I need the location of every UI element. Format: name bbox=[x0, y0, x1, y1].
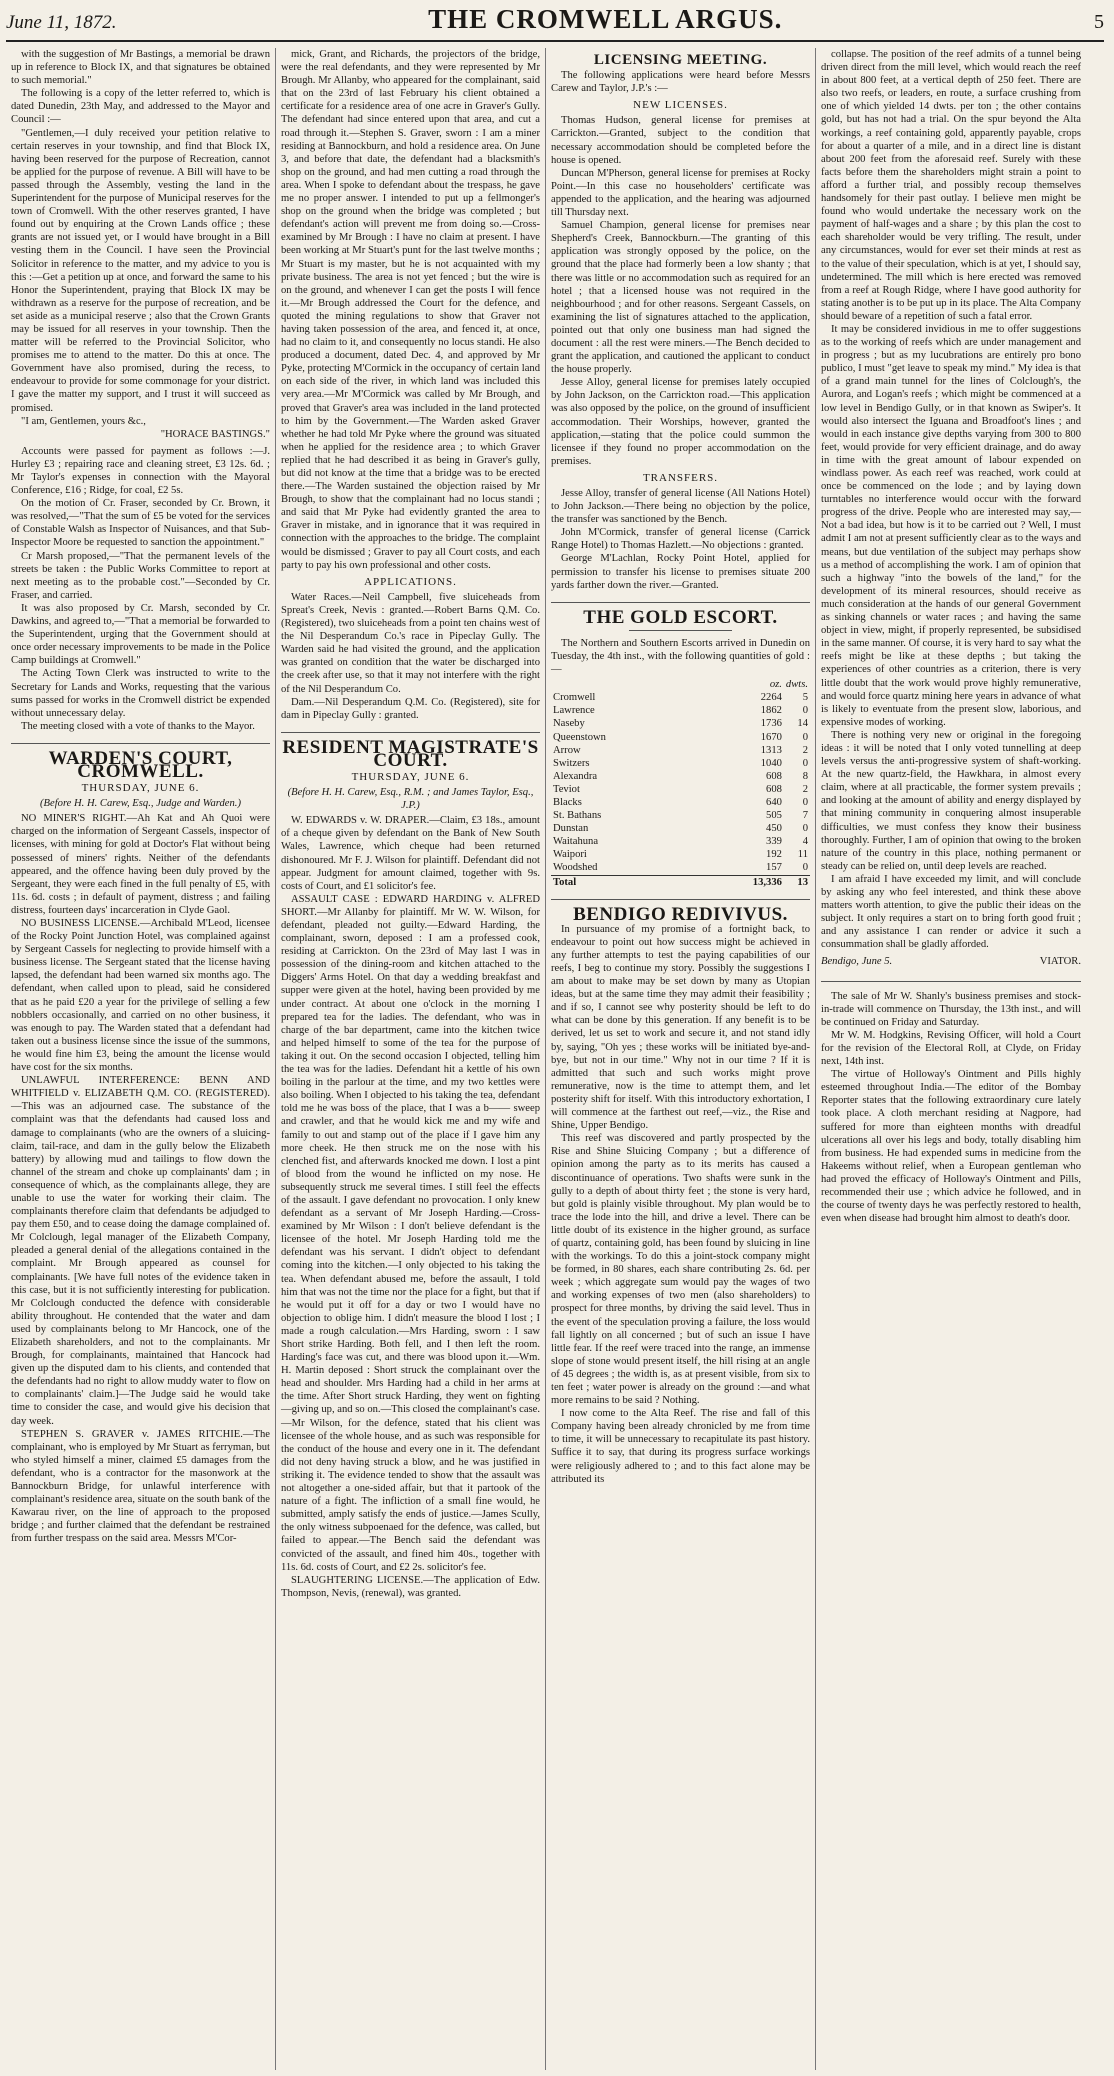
paragraph: Jesse Alloy, transfer of general license (All Nations Hotel) to John Jackson.—There being no objection by the police, the transfer was sanctioned by the Bench. bbox=[551, 488, 810, 526]
escort-place: Woodshed bbox=[553, 862, 598, 874]
escort-place: Blacks bbox=[553, 796, 582, 808]
escort-oz: 450 bbox=[766, 823, 782, 835]
issue-date: June 11, 1872. bbox=[6, 12, 117, 33]
escort-oz: 1736 bbox=[760, 718, 782, 730]
escort-row bbox=[551, 835, 810, 848]
escort-dwts: 4 bbox=[802, 836, 808, 848]
escort-oz: 1040 bbox=[760, 757, 782, 769]
paragraph: This reef was discovered and partly prospected by the Rise and Shine Sluicing Company ; but a difference of opinion among the party as to its merits has caused a discontinuance of operations. Two shafts were sunk in the gully to a depth of about thirty feet ; the stone is very hard, but gold is plainly visible throughout. My plan would be to trace the lode into the hill, and drive a level. There can be little doubt of its existence in the higher ground, as surface of quartz, containing gold, has been found by sluicing in line with the workings. To do this a joint-stock company might be formed, in 80 shares, each share contributing 2s. 6d. per week ; which aggregate sum would pay the wages of two and working expenses of two men (also shareholders) to prospect for three months, by driving the said level. Thus in the event of the speculation proving a failure, the loss would fall lightly on all concerned ; but of such an issue I have little fear. If the reef were traced into the range, an immense slope of stone would present itself, the hill rising at an angle of 45 degrees ; the width is, as at present visible, from six to ten feet ; water power is already on the ground :—and what more remains to be said ? Nothing. bbox=[551, 1133, 810, 1407]
escort-row bbox=[551, 796, 810, 809]
escort-place: Waitahuna bbox=[553, 836, 599, 848]
signoff-line bbox=[821, 955, 1081, 968]
gold-escort-intro: The Northern and Southern Escorts arrived in Dunedin on Tuesday, the 4th inst., with the following quantities of gold :— bbox=[551, 637, 810, 676]
paragraph: The Acting Town Clerk was instructed to write to the Secretary for Lands and Works, requesting that the various sums passed for works in the Cromwell district be expended without unnecessary delay. bbox=[11, 668, 270, 719]
applications-list bbox=[281, 591, 540, 722]
escort-oz: 1862 bbox=[760, 705, 782, 717]
paragraph: The sale of Mr W. Shanly's business premises and stock-in-trade will commence on Thursday, the 13th inst., and will be continued on Friday and Saturday. bbox=[821, 990, 1081, 1028]
escort-dwts: 0 bbox=[802, 796, 808, 808]
paragraph: UNLAWFUL INTERFERENCE: BENN AND WHITFIELD v. ELIZABETH Q.M. CO. (REGISTERED).—This was an adjourned case. The substance of the complaint was that the defendants had caused loss and damage to complainants (who are the owners of a sluicing-claim, tail-race, and dam in the gully below the Elizabeth battery) by allowing mud and tailings to flow down the channel of the stream and choke up complainants' dam ; in consequence of which, as the complainants allege, they are unable to use the water for working their claim. The complainants therefore claim that defendants be adjudged to pay them £50, and to cease doing the damage complained of. Mr Colclough, legal manager of the Elizabeth Company, pleaded a general denial of the allegations contained in the complaint. Mr Brough appeared as counsel for complainants. [We have full notes of the evidence taken in this case, but it is not sufficiently interesting for publication. Mr Colclough conducted the defence with considerable ability throughout. He contended that the water and dam used by complainants belong to Mr Hancock, one of the Elizabeth shareholders, and not to the complainants. Mr Brough, for complainants, maintained that Hancock had given up the disputed dam to his clients, and contended that the defendants had no right to allow muddy water to flow on to complainants' claim.]—The Judge said he would take time to consider the case, and would give his decision that day week. bbox=[11, 1075, 270, 1427]
licensing-intro: The following applications were heard before Messrs Carew and Taylor, J.P.'s :— bbox=[551, 70, 810, 95]
paragraph: mick, Grant, and Richards, the projectors of the bridge, were the real defendants, and they were represented by Mr Brough. Mr Allanby, who appeared for the complainant, said that on the 23rd of last February his client obtained a certificate for a residence area of one acre in Graver's Gully. The defendant had since entered upon that area, and cut a road through it.—Stephen S. Graver, sworn : I am a miner residing at Bannockburn, and hold a residence area. On June 3, and before that date, the defendant had a blacksmith's shop on the ground, and had men cutting a road through the area. When I spoke to defendant about the trespass, he gave me no proper answer. I intended to put up a fellmonger's shop on the ground when the bridge was completed ; but defendant's action will prevent me from doing so.—Cross-examined by Mr Brough : I have no claim at present. I have been working at Mr Stuart's punt for the last twelve months ; Mr Stuart is my master, but he is not acquainted with my private business. The area is not yet fenced ; but the wire is on the ground, and whenever I can get the posts I will fence it.—Mr Brough addressed the Court for the defence, and quoted the mining regulations to show that Graver not having taken possession of the area, and fenced it, at once, had no claim to it, and consequently no locus standi. He also produced a document, dated Dec. 4, and approved by Mr Pyke, protecting M'Cormick in the occupancy of certain land on each side of the river, in which land was included this very area.—Mr M'Cormick was called by Mr Brough, and proved that Graver's area was included in the land protected to him by the Government.—The Warden asked Graver whether he had told Mr Pyke where the ground was situated when he applied for the residence area ; to which Graver replied that he had described it as being in Graver's gully, but did not know at the time that a bridge was to be erected there.—The Warden sustained the objection raised by Mr Brough, to show that the complainant had no locus standi ; and said that Mr Pyke had evidently granted the area to Graver in mistake, and in ignorance that it was required in connection with the approaches to the bridge. The complaint would be dismissed ; Graver to pay all Court costs, and each party to pay his own professional and other costs. bbox=[281, 49, 540, 571]
paragraph: Samuel Champion, general license for premises near Shepherd's Creek, Bannockburn.—The granting of this application was strongly opposed by the police, on the ground that the place had formerly been a low shanty ; that there was little or no accommodation such as required for an hotel ; that a licensed house was not required in the neighbourhood ; and for other reasons. Sergeant Cassels, on examining the list of signatures attached to the application, pointed out that only one business man had signed the document : all the rest were miners.—The Bench decided to grant the application, and cautioned the applicant to conduct the house properly. bbox=[551, 220, 810, 376]
rm-court-date: THURSDAY, JUNE 6. bbox=[351, 770, 470, 783]
paragraph: On the motion of Cr. Fraser, seconded by Cr. Brown, it was resolved,—"That the sum of £5 be voted for the services of Constable Walsh as Inspector of Nuisances, and that Sub-Inspector Moore be requested to sanction the appointment." bbox=[11, 498, 270, 549]
escort-dwts: 8 bbox=[802, 770, 808, 782]
escort-dwts: 2 bbox=[802, 783, 808, 795]
paragraph: W. EDWARDS v. W. DRAPER.—Claim, £3 18s., amount of a cheque given by defendant on the Bank of New South Wales, Lawrence, which cheque had been returned dishonoured. Mr F. J. Wilson for plaintiff. Defendant did not appear. Judgment for amount claimed, together with 9s. costs of Court, and £1 solicitor's fee. bbox=[281, 815, 540, 892]
graver-case-continued bbox=[281, 48, 540, 572]
escort-oz: 192 bbox=[766, 849, 782, 861]
escort-place: St. Bathans bbox=[553, 810, 602, 822]
masthead bbox=[6, 4, 1104, 42]
divider bbox=[821, 981, 1081, 982]
council-letter bbox=[11, 48, 270, 428]
escort-row bbox=[551, 731, 810, 744]
escort-oz: 1313 bbox=[760, 744, 782, 756]
resident-magistrates-court-heading: RESIDENT MAGISTRATE'S COURT. bbox=[281, 732, 540, 767]
escort-oz: 608 bbox=[766, 770, 782, 782]
unit-oz: oz. bbox=[769, 679, 782, 691]
wardens-court-bench: (Before H. H. Carew, Esq., Judge and Warden.) bbox=[40, 798, 241, 810]
rm-court-cases bbox=[281, 814, 540, 1600]
council-minutes bbox=[11, 445, 270, 733]
paragraph: In pursuance of my promise of a fortnight back, to endeavour to point out how success might be achieved in any further attempts to test the paying capabilities of our reefs, I beg to continue my story. Possibly the suggestions I am about to make may be set down by many as Utopian ideas, but at the same time they may admit their feasibility ; and if so, I cannot see why posterity should be left to do what can be done by this generation. If any benefit is to be derived, let us set to work and secure it, and not stand idly by, saying, "Oh yes ; these works will be initiated bye-and-bye, but not in our time." Why not in our time ? If it is admitted that such and such works might prove remunerative, now is the time to attempt them, and let posterity shift for itself. With this introductory exhortation, I will commence at the farthest out reef,—viz., the Rise and Shine, Upper Bendigo. bbox=[551, 923, 810, 1132]
escort-place: Arrow bbox=[553, 744, 581, 756]
paragraph: John M'Cormick, transfer of general license (Carrick Range Hotel) to Thomas Hazlett.—No objections : granted. bbox=[551, 527, 810, 552]
escort-row bbox=[551, 717, 810, 730]
escort-place: Queenstown bbox=[553, 731, 606, 743]
escort-total-oz: 13,336 bbox=[730, 875, 784, 889]
escort-dwts: 0 bbox=[802, 731, 808, 743]
paragraph: George M'Lachlan, Rocky Point Hotel, applied for permission to transfer his license to premises situate 200 yards farther down the river.—Granted. bbox=[551, 553, 810, 591]
unit-dwts: dwts. bbox=[785, 679, 808, 691]
paragraph: The virtue of Holloway's Ointment and Pills highly esteemed throughout India.—The editor of the Bombay Reporter states that the following extraordinary cure lately took place. A cloth merchant residing at Nagpore, had suffered for more than eighteen months with dreadful ulcerations all over his legs and body, totally disabling him from business. He had expended sums in medicine from the Hakeems without relief, when a European gentleman who had proved the efficacy of Holloway's Ointment and Pills, recommended their use ; which advice he followed, and in the course of twenty days he was perfectly restored to health, even when disease had brought him almost to death's door. bbox=[821, 1069, 1081, 1225]
paragraph: Water Races.—Neil Campbell, five sluiceheads from Spreat's Creek, Nevis : granted.—Robert Barns Q.M. Co. (Registered), two sluiceheads from a point ten chains west of the Nil Desperandum Co.'s race in Pipeclay Gully. The Warden said he had visited the ground, and the application was granted on condition that the water be discharged into the creek after use, so that it may not interfere with the right of the Nil Desperandum Co. bbox=[281, 591, 540, 695]
escort-oz: 608 bbox=[766, 783, 782, 795]
signoff-name: VIATOR. bbox=[1039, 956, 1081, 968]
column-1 bbox=[6, 48, 276, 2070]
paragraph: Mr W. M. Hodgkins, Revising Officer, will hold a Court for the revision of the Electoral Roll, at Clyde, on Friday next, 14th inst. bbox=[821, 1029, 1081, 1068]
escort-place: Alexandra bbox=[553, 770, 598, 782]
escort-oz: 2264 bbox=[760, 692, 782, 704]
paragraph: Cr Marsh proposed,—"That the permanent levels of the streets be taken : the Public Works Committee to report at next meeting as to the probable cost."—Seconded by Cr. Fraser, and carried. bbox=[11, 550, 270, 601]
escort-place: Naseby bbox=[553, 718, 585, 730]
gold-escort-units-row bbox=[551, 678, 810, 691]
paragraph: The meeting closed with a vote of thanks to the Mayor. bbox=[21, 720, 255, 732]
escort-row bbox=[551, 691, 810, 704]
licensing-meeting-heading: LICENSING MEETING. bbox=[593, 52, 768, 68]
letter-signature: "HORACE BASTINGS." bbox=[160, 428, 270, 440]
wardens-court-cases bbox=[11, 812, 270, 1545]
escort-dwts: 5 bbox=[802, 692, 808, 704]
escort-dwts: 7 bbox=[802, 810, 808, 822]
bendigo-article bbox=[551, 923, 810, 1486]
escort-oz: 505 bbox=[766, 810, 782, 822]
paragraph: Accounts were passed for payment as follows :—J. Hurley £3 ; repairing race and cleaning street, £3 12s. 6d. ; Mr Taylor's expenses in connection with the Mayoral Conference, £16 ; Ridge, for coal, £2 5s. bbox=[11, 445, 270, 497]
bendigo-article-continued bbox=[821, 48, 1081, 951]
paragraph: collapse. The position of the reef admits of a tunnel being driven direct from the mill level, which would reach the reef in about 800 feet, at a vertical depth of 250 feet. There are also two reefs, or leaders, en route, a surface crushing from one of which yielded 14 dwts. per ton ; the other contains gold, but has not had a trial. On the spur beyond the Alta workings, a reef containing gold, apparently payable, crops for about a quarter of a mile, and in a direct line is distant about 200 feet from the aforesaid reef. Surely with these facts before them the shareholders might strain a point to afford a further trial, and possibly recoup themselves handsomely for their past outlay. I believe men might be found who would undertake the necessary work on the payment of half-wages and a share ; by this plan the cost to each shareholder would be very trifling. The result, under any circumstances, would for ever set their minds at rest as to the value of their speculation, which is at yet, I should say, undetermined. The mill which is here erected was removed from a reef at Rough Ridge, where I have good authority for stating another is to be put up in its place. The Alta Company should beware of a repetition of such a fatal error. bbox=[821, 49, 1081, 322]
paragraph: "I am, Gentlemen, yours &c., bbox=[21, 415, 146, 427]
escort-row bbox=[551, 809, 810, 822]
escort-place: Teviot bbox=[553, 783, 580, 795]
applications-heading: APPLICATIONS. bbox=[364, 575, 457, 588]
new-licenses-list bbox=[551, 114, 810, 468]
divider bbox=[629, 630, 733, 631]
escort-total-row bbox=[551, 875, 810, 889]
escort-dwts: 14 bbox=[797, 718, 808, 730]
paragraph: NO MINER'S RIGHT.—Ah Kat and Ah Quoi were charged on the information of Sergeant Cassels, inspector of licenses, with mining for gold at Doctor's Flat without being possessed of miners' rights. Neither of the defendants appeared, and the offence having been duly proved by the Sergeant, they were each fined in the full penalty of £5, with 11s. 6d. costs ; in default of payment, distress ; and failing distress, fourteen days' incarceration in Clyde Gaol. bbox=[11, 813, 270, 916]
paragraph: NO BUSINESS LICENSE.—Archibald M'Leod, licensee of the Rocky Point Junction Hotel, was complained against by Sergeant Cassels for neglecting to provide himself with a business license. The Sergeant stated that the license having lapsed, the defendant had been warned six months ago. The defendant, when called upon to plead, said he considered that as he paid £20 a year for the privilege of selling a few nobblers occasionally, and carried on no other business, it was enough to pay. The Warden stated that a defendant had taken out a business license since the issue of the summons, he would fine him £3, being the amount the license would have cost for the six months. bbox=[11, 918, 270, 1074]
escort-place: Waipori bbox=[553, 849, 587, 861]
escort-row bbox=[551, 770, 810, 783]
paragraph: Duncan M'Pherson, general license for premises at Rocky Point.—In this case no householders' certificate was appended to the application, and the hearing was adjourned till Thursday next. bbox=[551, 167, 810, 219]
column-2 bbox=[276, 48, 546, 2070]
paragraph: STEPHEN S. GRAVER v. JAMES RITCHIE.—The complainant, who is employed by Mr Stuart as ferryman, but who styled himself a miner, claimed £5 damages from the defendant, who is a contractor for the masonwork at the Bannockburn Bridge, for unlawful interference with complainant's residence area, situate on the south bank of the Kawarau river, on the line of approach to the proposed bridge ; and further claimed that the defendant be restrained from further trespass on the said area. Messrs M'Cor- bbox=[11, 1428, 271, 1545]
paragraph: SLAUGHTERING LICENSE.—The application of Edw. Thompson, Nevis, (renewal), was granted. bbox=[281, 1574, 540, 1599]
escort-dwts: 0 bbox=[802, 705, 808, 717]
rm-court-bench: (Before H. H. Carew, Esq., R.M. ; and James Taylor, Esq., J.P.) bbox=[287, 787, 534, 812]
transfers-heading: TRANSFERS. bbox=[642, 471, 719, 484]
escort-row bbox=[551, 848, 810, 861]
paragraph: Jesse Alloy, general license for premises lately occupied by John Jackson, on the Carrickton road.—This application was also opposed by the police, on the ground of insufficient accommodation. Their Worships, however, granted the application,—stating that the police could summon the licensee if they found no proper accommodation on the premises. bbox=[551, 377, 810, 467]
escort-place: Lawrence bbox=[553, 705, 595, 717]
transfers-list bbox=[551, 487, 810, 592]
escort-row bbox=[551, 757, 810, 770]
escort-place: Switzers bbox=[553, 757, 590, 769]
escort-dwts: 0 bbox=[802, 757, 808, 769]
page-number: 5 bbox=[1094, 11, 1104, 33]
paragraph: It may be considered invidious in me to offer suggestions as to the working of reefs which are under management and in progress ; but as my lucubrations are entirely pro bono publico, I must "get leave to speak my mind." My idea is that of a grand main tunnel for the lines of Colclough's, the Aurora, and Logan's reefs ; which might be commenced at a low level in Bendigo Gully, or in that known as Swiper's. It would also intersect the Iguana and Broadfoot's lines ; and would in each instance give depths varying from 300 to 800 feet, would provide for very efficient drainage, and do away in time with the great amount of labour expended on windlass power. As each reef was reached, work could at once be commenced on the lode ; and by laying down turntables no interference would occur with the forward progress of the drive. People who are interested may say,—Not a bad idea, but how is it to be carried out ? Well, I must admit I am not at present sufficiently clear as to the ways and means, but due ventilation of the subject may perhaps show us a method of accomplishing the work. I am of opinion that such a highway "into the bowels of the land," for the development of its mineral resources, should receive as much consideration at the hands of our general Government as sinking channels or water races ; and having the same object in view, might, if properly represented, be subsidised in the same manner. Of course, it is very hard to say what the reefs might be like at these depths ; but taking the experiences of other countries as a criterion, there is very little doubt that the work would prove highly remunerative, and would force quartz mining here years in advance of what is likely to eventuate from the present slow, laborious, and expensive modes of working. bbox=[821, 323, 1081, 728]
escort-row bbox=[551, 783, 810, 796]
escort-oz: 1670 bbox=[760, 731, 782, 743]
bendigo-redivivus-heading: BENDIGO REDIVIVUS. bbox=[551, 899, 810, 921]
paragraph: I am afraid I have exceeded my limit, and will conclude by asking any who feel interested, and think these above matters worth attention, to give the public their ideas on the subject. It only requires a start on to bring forth good fruit ; and any assistance I can render or advice it such a consummation shall be gladly afforded. bbox=[821, 873, 1081, 951]
newspaper-title: THE CROMWELL ARGUS. bbox=[428, 4, 783, 34]
escort-total-dwts: 13 bbox=[784, 875, 810, 889]
paragraph: I now come to the Alta Reef. The rise and fall of this Company having been already chronicled by me from time to time, it will be unnecessary to recapitulate its past history. Suffice it to say, that during its progress surface workings were religiously adhered to ; and to this fact alone may be attributed its bbox=[551, 1408, 810, 1485]
escort-place: Dunstan bbox=[553, 823, 589, 835]
paragraph: The following is a copy of the letter referred to, which is dated Dunedin, 23th May, and addressed to the Mayor and Council :— bbox=[11, 88, 270, 126]
new-licenses-heading: NEW LICENSES. bbox=[633, 99, 728, 112]
escort-dwts: 0 bbox=[802, 862, 808, 874]
wardens-court-date: THURSDAY, JUNE 6. bbox=[81, 782, 200, 795]
escort-dwts: 0 bbox=[802, 823, 808, 835]
paragraph: "Gentlemen,—I duly received your petition relative to certain reserves in your township, and find that Block IX, having been reserved for the purpose of Recreation, cannot be applied for the purpose of revenue. A Bill will have to be passed through the Assembly, vesting the land in the Superintendent for the purpose of Municipal reserves for the town of Cromwell. With the other reserves granted, I have found out by enquiring at the Crown Lands office ; these grants are not issued yet, or I would have brought in a Bill vesting them in the Council. I have seen the Provincial Solicitor in reference to the matter, and my advice to you is this :—Get a petition up at once, and forward the same to his Honor the Superintendent, praying that Block IX may be withdrawn as a reserve for the purpose of recreation, and be set aside as a municipal reserve ; also that the Crown Grants may be issued for all reserves in your township. Then the matter will be referred to the Provincial Solicitor, who promises me to attend to the matter. Do this at once. The Government have also promised, during the recess, to endeavour to provide for some commonage for your district. I gave the matter my support, and I trust it will succeed as promised. bbox=[11, 127, 270, 414]
escort-total-label: Total bbox=[551, 875, 730, 889]
paragraph: It was also proposed by Cr. Marsh, seconded by Cr. Dawkins, and agreed to,—"That a memorial be forwarded to the Superintendent, urging that the Government should at once order necessary improvements to be made in the Police Camp buildings at Cromwell." bbox=[11, 602, 270, 667]
escort-place: Cromwell bbox=[553, 692, 596, 704]
paragraph: ASSAULT CASE : EDWARD HARDING v. ALFRED SHORT.—Mr Allanby for plaintiff. Mr W. W. Wilson, for defendant, pleaded not guilty.—Edward Harding, the complainant, sworn, deposed : I am a professed cook, residing at Carrickton. On the 23rd of May last I was in possession of the dining-room and kitchen attached to the Diggers' Arms Hotel. On that day a wedding breakfast and supper were given at the hotel, having been provided by me under contract. At about one o'clock in the morning I prepared tea for the ladies. The defendant, who was in charge of the bar department, came into the kitchen twice and helped himself to some of the tea for the purpose of taking it out. On the second occasion I objected, telling him the tea was for the ladies. Defendant hit a kettle of his own boiling in the parlour at the time, and my two kettles were also boiling. When I objected to his taking the tea, defendant told me he was boss of the place, that I was a b—— sweep and crawler, and that he would kick me and my wife and family to out and stamp out of the place if I gave him any more cheek. He then struck me on the nose with his clenched fist, and afterwards knocked me down. I lost a pint of blood from the wound he inflicted on my nose. He subsequently struck me several times. I still feel the effects of the assault. I gave defendant no provocation. I only knew defendant as a servant of Mr Joseph Harding.—Cross-examined by Mr Wilson : I don't believe defendant is the licensee of the hotel. Mr Joseph Harding told me the defendant was his servant. I didn't object to defendant coming into the kitchen.—I only objected to his taking the tea. When defendant abused me, before the assault, I told him that was not the time nor the place for a fight, but that if he would put it off for a day or two I would have no objection to oblige him. I didn't measure the blood I lost ; I made a rough calculation.—Mrs Harding, sworn : I saw Short strike Harding. Both fell, and I then left the room. Harding's face was cut, and there was blood upon it.—Wm. H. Martin deposed : Short struck the complainant over the head and shoulder. Mrs Harding had a child in her arms at the time. After Short struck Harding, they went on fighting—giving up, and so on.—This closed the complainant's case.—Mr Wilson, for the defence, stated that his client was licensee of the whole house, and as such was responsible for the conduct of the house and every one in it. The defendant did not deny having struck a blow, and he was justified in striking it. The evidence tended to show that the assault was not altogether a one-sided affair, but that it partook of the nature of a fight. The infliction of a small fine would, he submitted, amply satisfy the ends of justice.—James Scully, the only witness subpoenaed for the defence, was called, but failed to appear.—The Bench said the defendant was convicted of the assault, and fined him 40s., together with 11s. 6d. costs of Court, and £2 2s. solicitor's fee. bbox=[281, 893, 540, 1573]
paragraph: Dam.—Nil Desperandum Q.M. Co. (Registered), site for dam in Pipeclay Gully : granted. bbox=[281, 696, 540, 721]
escort-dwts: 11 bbox=[797, 849, 808, 861]
gold-escort-table bbox=[551, 678, 810, 889]
column-4 bbox=[816, 48, 1086, 2070]
column-3 bbox=[546, 48, 816, 2070]
escort-row bbox=[551, 822, 810, 835]
escort-oz: 339 bbox=[766, 836, 782, 848]
escort-oz: 157 bbox=[766, 862, 782, 874]
escort-row bbox=[551, 704, 810, 717]
signoff-place: Bendigo, June 5. bbox=[821, 956, 893, 968]
escort-dwts: 2 bbox=[802, 744, 808, 756]
wardens-court-heading: WARDEN'S COURT, CROMWELL. bbox=[11, 743, 270, 778]
gold-escort-heading: THE GOLD ESCORT. bbox=[551, 602, 810, 624]
paragraph: Thomas Hudson, general license for premises at Carrickton.—Granted, subject to the condition that necessary accommodation should be completed before the house is opened. bbox=[551, 115, 810, 166]
escort-row bbox=[551, 861, 810, 875]
columns bbox=[6, 48, 1104, 2070]
local-notices bbox=[821, 990, 1081, 1226]
paragraph: There is nothing very new or original in the foregoing ideas : it will be noted that I only voted tunnelling at deep levels versus the anti-progressive system of shaft-working. At the new quartz-field, the Hawkhara, in almost every claim, where at all practicable, the former system prevails ; and looking at the amount of ability and energy displayed by that mining community in conquering almost insuperable difficulties, we must confess they know their business thoroughly. Further, I am of opinion that owing to the broken nature of the country in this place, nothing permanent or steady can be relied on, until deep levels are reached. bbox=[821, 729, 1081, 872]
escort-oz: 640 bbox=[766, 796, 782, 808]
escort-row bbox=[551, 744, 810, 757]
paragraph: with the suggestion of Mr Bastings, a memorial be drawn up in reference to Block IX, and that signatures be obtained to such memorial." bbox=[11, 49, 270, 87]
